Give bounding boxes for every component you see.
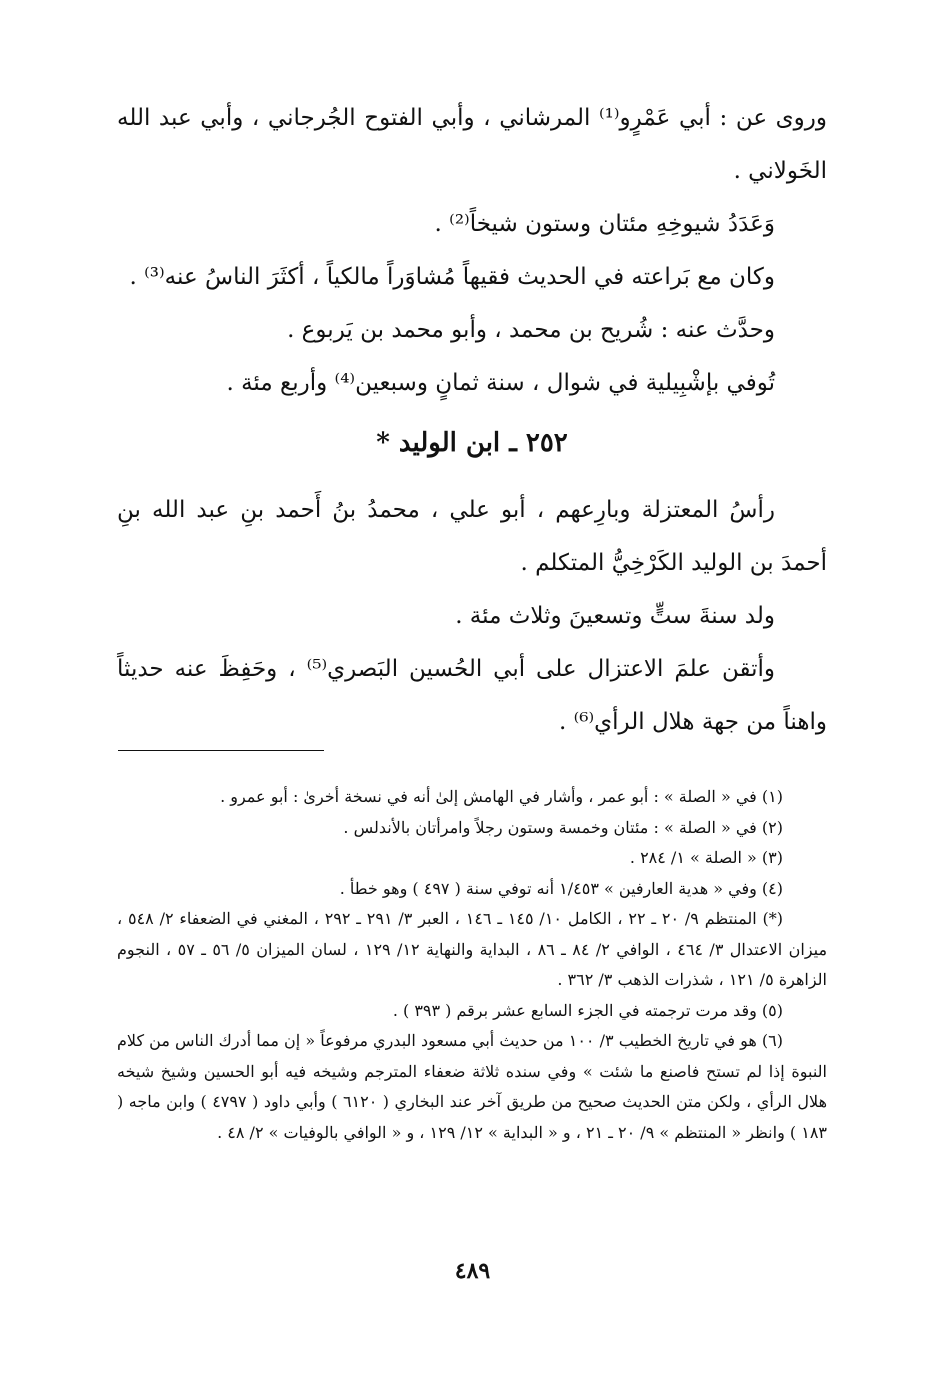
footnote-4: (٤) وفي « هدية العارفين » ١/٤٥٣ أنه توفي سنة ( ٤٩٧ ) وهو خطأ . [339, 878, 783, 898]
footnote-3: (٣) « الصلة » ١/ ٢٨٤ . [629, 848, 783, 867]
paragraph-study: وأتقن علمَ الاعتزال على أبي الحُسين البَصري⁽⁵⁾ ، وحَفِظَ عنه حديثاً واهناً من جهة هلال الرأي⁽⁶⁾ . [117, 656, 827, 735]
paragraph-death: تُوفي بإشْبِيلية في شوال ، سنة ثمانٍ وسبعين⁽⁴⁾ وأربع مئة . [226, 370, 775, 396]
footnote-5: (٥) وقد مرت ترجمته في الجزء السابع عشر برقم ( ٣٩٣ ) . [392, 1000, 783, 1020]
paragraph-narrated-from: وروى عن : أبي عَمْرٍو⁽¹⁾ المرشاني ، وأبي الفتوح الجُرجاني ، وأبي عبد الله الخَولاني . [117, 105, 827, 184]
footnotes [117, 782, 827, 1148]
paragraph-narrators: وحدَّث عنه : شُريح بن محمد ، وأبو محمد بن يَربوع . [287, 317, 775, 343]
paragraph-birth: ولد سنةَ ستٍّ وتسعينَ وثلاث مئة . [455, 603, 775, 629]
page-number: ٤٨٩ [454, 1258, 491, 1284]
footnote-2: (٢) في « الصلة » : مئتان وخمسة وستون رجلاً وامرأتان بالأندلس . [343, 817, 783, 837]
footnote-1: (١) في « الصلة » : أبو عمر ، وأشار في الهامش إلىٰ أنه في نسخة أخرىٰ : أبو عمرو . [220, 787, 783, 806]
footnote-sources: (*) المنتظم ٩/ ٢٠ ـ ٢٢ ، الكامل ١٠/ ١٤٥ ـ ١٤٦ ، العبر ٣/ ٢٩١ ـ ٢٩٢ ، المغني في الضعفاء ٢/ ٥٤٨ ، ميزان الاعتدال ٣/ ٤٦٤ ، الوافي ٢/ ٨٤ ـ ٨٦ ، البداية والنهاية ١٢/ ١٢٩ ، لسان الميزان ٥/ ٥٦ ـ ٥٧ ، النجوم الزاهرة ٥/ ١٢١ ، شذرات الذهب ٣/ ٣٦٢ . [117, 909, 828, 989]
footnote-divider [118, 750, 324, 751]
entry-heading: ٢٥٢ ـ ابن الوليد * [376, 428, 568, 458]
footnote-6: (٦) هو في تاريخ الخطيب ٣/ ١٠٠ من حديث أبي مسعود البدري مرفوعاً « إن مما أدرك الناس من كلام النبوة إذا لم تستح فاصنع ما شئت » وفي سنده ثلاثة ضعفاء المترجم وشيخه فيه أبو الحسين وشيخ شيخه هلال الرأي ، ولكن متن الحديث صحيح من طريق آخر عند البخاري ( ٦١٢٠ ) وأبي داود ( ٤٧٩٧ ) وابن ماجه ( ١٨٣ ) وانظر « المنتظم » ٩/ ٢٠ ـ ٢١ ، و « البداية » ١٢/ ١٢٩ ، و « الوافي بالوفيات » ٢/ ٤٨ . [117, 1031, 828, 1142]
paragraph-identity: رأسُ المعتزلة وبارِعهم ، أبو علي ، محمدُ بنُ أَحمد بنِ عبد الله بنِ أحمدَ بن الوليد الكَرْخِيُّ المتكلم . [117, 497, 827, 576]
main-text [117, 92, 827, 749]
paragraph-jurist: وكان مع بَراعته في الحديث فقيهاً مُشاوَراً مالكياً ، أكثَرَ الناسُ عنه⁽³⁾ . [129, 264, 775, 290]
paragraph-teachers-count: وَعَدَدُ شيوخِهِ مئتان وستون شيخاً⁽²⁾ . [434, 211, 775, 237]
